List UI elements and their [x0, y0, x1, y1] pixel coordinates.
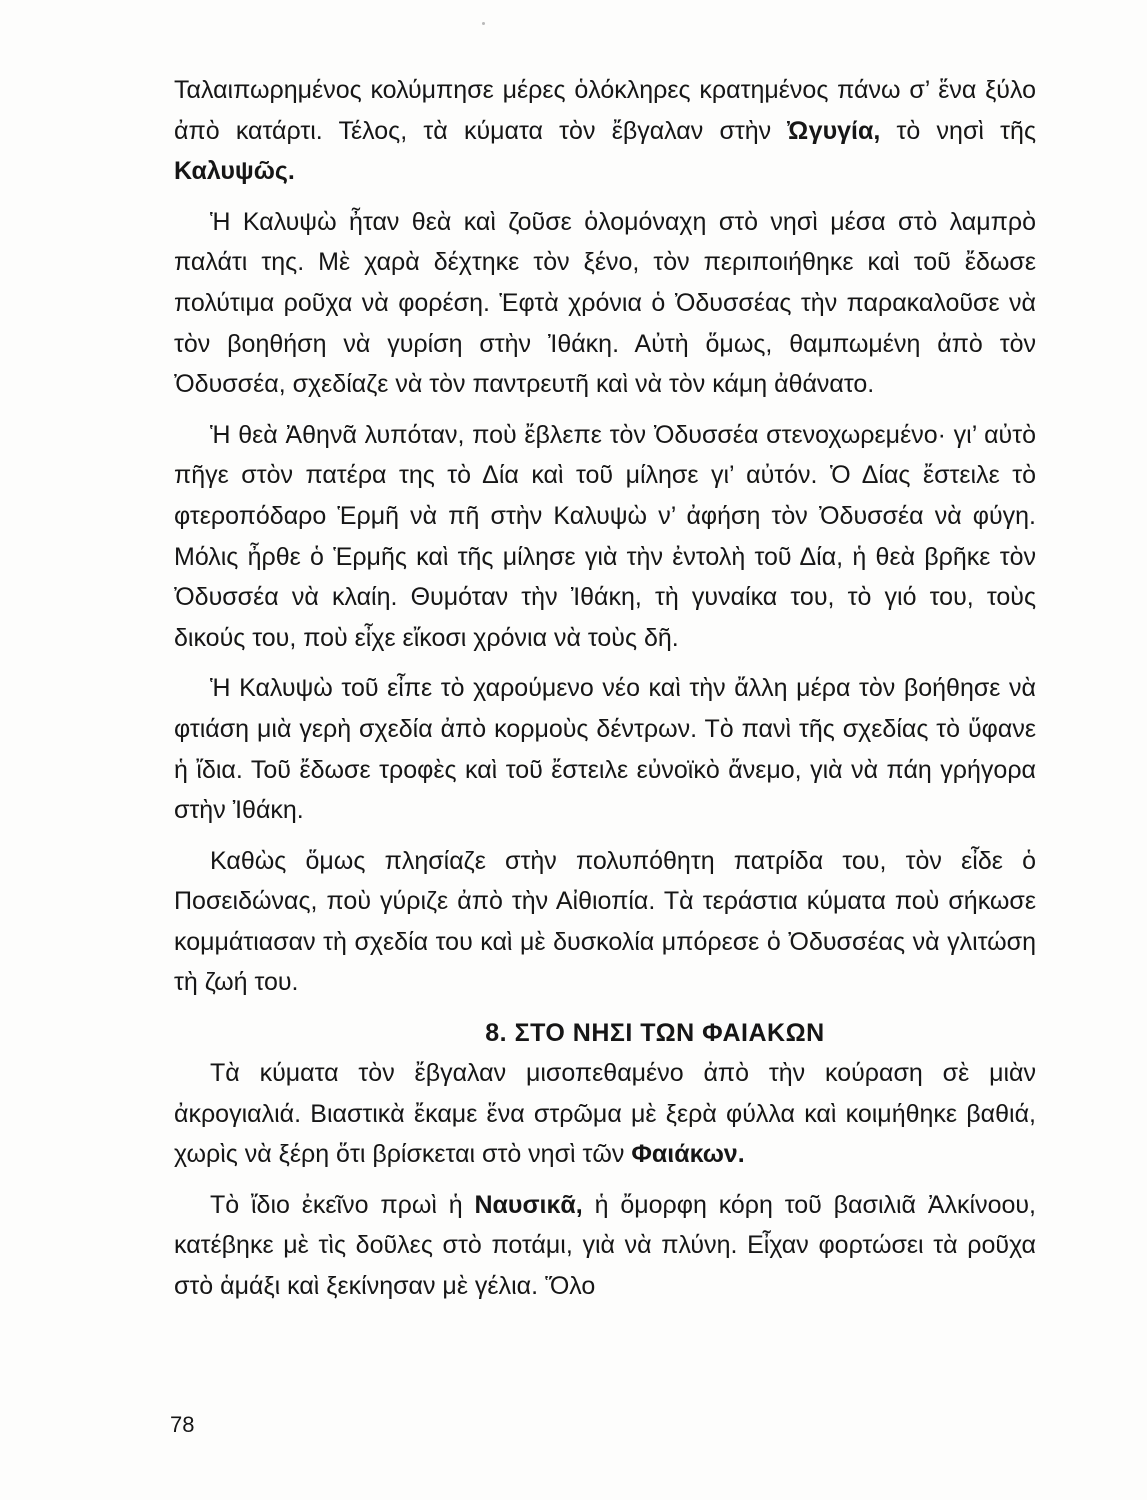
paragraph-1-text-a: Ταλαιπωρημένος κολύμπησε μέρες ὁλόκληρες κρατημένος πάνω σ’ ἕνα ξύλο ἀπὸ κατάρτι. Τέλος, τὰ κύματα τὸν ἔβγαλαν στὴν — [174, 76, 1036, 145]
paragraph-2: Ἡ Καλυψὼ ἦταν θεὰ καὶ ζοῦσε ὁλομόναχη στὸ νησὶ μέσα στὸ λαμπρὸ παλάτι της. Μὲ χαρὰ δέχτηκε τὸν ξένο, τὸν περιποιήθηκε καὶ τοῦ ἔδωσε πολύτιμα ροῦχα νὰ φορέση. Ἑφτὰ χρόνια ὁ Ὀδυσσέας τὴν παρακαλοῦσε νὰ τὸν βοηθήση νὰ γυρίση στὴν Ἰθάκη. Αὐτὴ ὅμως, θαμπωμένη ἀπὸ τὸν Ὀδυσσέα, σχεδίαζε νὰ τὸν παντρευτῆ καὶ νὰ τὸν κάμη ἀθάνατο. — [174, 207, 1036, 399]
paragraph-7-text-c: ἡ ὄμορφη κόρη τοῦ βασιλιᾶ Ἀλκίνοου, κατέβηκε μὲ τὶς δοῦλες στὸ ποτάμι, γιὰ νὰ πλύνη. Εἶχαν φορτώσει τὰ ροῦχα στὸ ἁμάξι καὶ ξεκίνησαν μὲ γέλια. Ὅλο — [174, 1190, 1036, 1301]
paragraph-5: Καθὼς ὅμως πλησίαζε στὴν πολυπόθητη πατρίδα του, τὸν εἶδε ὁ Ποσειδώνας, ποὺ γύριζε ἀπὸ τὴν Αἰθιοπία. Τὰ τεράστια κύματα ποὺ σήκωσε κομμάτιασαν τὴ σχεδία του καὶ μὲ δυσκολία μπόρεσε ὁ Ὀδυσσέας νὰ γλιτώση τὴ ζωή του. — [174, 846, 1036, 997]
place-name-ogygia: Ὠγυγία, — [787, 116, 881, 145]
paragraph-1 — [174, 70, 1036, 192]
paragraph-1-text-c: τὸ νησὶ τῆς — [880, 116, 1036, 145]
body-text — [174, 70, 1036, 1317]
paragraph-6-text-a: Τὰ κύματα τὸν ἔβγαλαν μισοπεθαμένο ἀπὸ τὴν κούραση σὲ μιὰν ἀκρογιαλιά. Βιαστικὰ ἔκαμε ἕνα στρῶμα μὲ ξερὰ φύλλα καὶ κοιμήθηκε βαθιά, χωρὶς νὰ ξέρη ὅτι βρίσκεται στὸ νησὶ τῶν — [174, 1059, 1036, 1169]
name-nausicaa: Ναυσικᾶ, — [474, 1190, 583, 1219]
paragraph-3: Ἡ θεὰ Ἀθηνᾶ λυπόταν, ποὺ ἔβλεπε τὸν Ὀδυσσέα στενοχωρεμένο· γι’ αὐτὸ πῆγε στὸν πατέρα της τὸ Δία καὶ τοῦ μίλησε γι’ αὐτόν. Ὁ Δίας ἔστειλε τὸ φτεροπόδαρο Ἑρμῆ νὰ πῆ στὴν Καλυψὼ ν’ ἀφήση τὸν Ὀδυσσέα νὰ φύγη. Μόλις ἦρθε ὁ Ἑρμῆς καὶ τῆς μίλησε γιὰ τὴν ἐντολὴ τοῦ Δία, ἡ θεὰ βρῆκε τὸν Ὀδυσσέα νὰ κλαίη. Θυμόταν τὴν Ἰθάκη, τὴ γυναίκα του, τὸ γιό του, τοὺς δικούς του, ποὺ εἶχε εἴκοσι χρόνια νὰ τοὺς δῆ. — [174, 420, 1036, 652]
chapter-heading: 8. ΣΤΟ ΝΗΣΙ ΤΩΝ ΦΑΙΑΚΩΝ — [485, 1019, 825, 1048]
paragraph-7 — [174, 1185, 1036, 1307]
name-phaeacians: Φαιάκων. — [631, 1140, 745, 1169]
page-number: 78 — [170, 1412, 195, 1437]
name-calypso: Καλυψῶς. — [174, 157, 295, 186]
paragraph-7-text-a: Τὸ ἴδιο ἐκεῖνο πρωὶ ἡ — [210, 1190, 475, 1219]
paragraph-6 — [174, 1053, 1036, 1175]
paper-speck — [482, 22, 485, 25]
paragraph-4: Ἡ Καλυψὼ τοῦ εἶπε τὸ χαρούμενο νέο καὶ τὴν ἄλλη μέρα τὸν βοήθησε νὰ φτιάση μιὰ γερὴ σχεδία ἀπὸ κορμοὺς δέντρων. Τὸ πανὶ τῆς σχεδίας τὸ ὕφανε ἡ ἴδια. Τοῦ ἔδωσε τροφὲς καὶ τοῦ ἔστειλε εὐνοϊκὸ ἄνεμο, γιὰ νὰ πάη γρήγορα στὴν Ἰθάκη. — [174, 674, 1036, 825]
